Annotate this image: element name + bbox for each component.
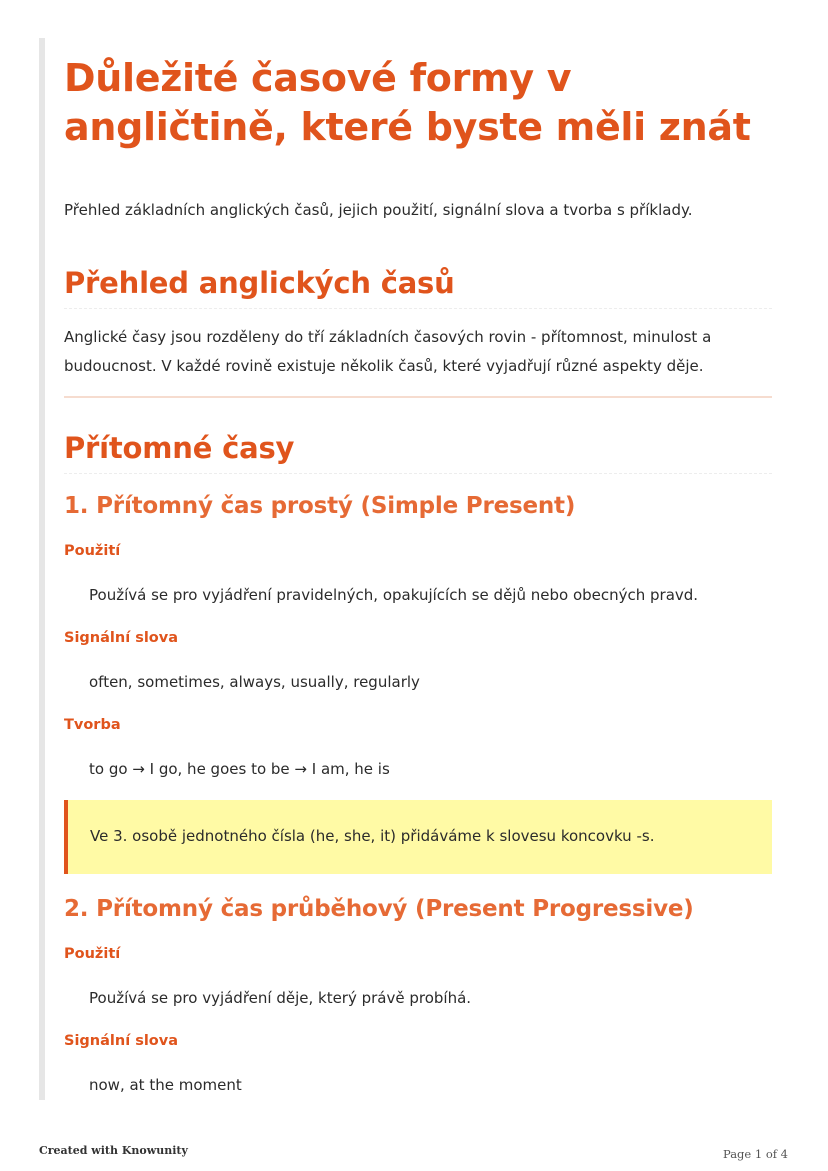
intro-text: Přehled základních anglických časů, jejich použití, signální slova a tvorba s příklady.	[64, 201, 693, 219]
left-accent-bar	[39, 38, 45, 1100]
formation-text: to go → I go, he goes to be → I am, he is	[89, 760, 390, 778]
formation-label: Tvorba	[64, 717, 121, 733]
section-divider	[64, 396, 772, 398]
signal-words-label: Signální slova	[64, 630, 179, 646]
present-heading-wrap	[64, 429, 772, 474]
usage-text: Používá se pro vyjádření děje, který právě probíhá.	[89, 989, 472, 1007]
present-tenses-heading: Přítomné časy	[64, 431, 295, 465]
overview-heading: Přehled anglických časů	[64, 266, 455, 300]
signal-words-label: Signální slova	[64, 1033, 179, 1049]
highlight-note	[64, 800, 772, 874]
simple-present-heading: 1. Přítomný čas prostý (Simple Present)	[64, 493, 576, 519]
present-progressive-heading: 2. Přítomný čas průběhový (Present Progressive)	[64, 896, 694, 922]
overview-text: Anglické časy jsou rozděleny do tří základních časových rovin - přítomnost, minulost a budoucnost. V každé rovině existuje několik časů, které vyjadřují různé aspekty děje.	[64, 328, 712, 375]
note-text: Ve 3. osobě jednotného čísla (he, she, it) přidáváme k slovesu koncovku -s.	[90, 827, 655, 845]
page-title: Důležité časové formy v angličtině, které byste měli znát	[64, 56, 751, 149]
created-with-footer: Created with Knowunity	[39, 1144, 188, 1157]
usage-text: Používá se pro vyjádření pravidelných, opakujících se dějů nebo obecných pravd.	[89, 586, 699, 604]
overview-heading-wrap	[64, 264, 772, 309]
usage-label: Použití	[64, 946, 121, 962]
signal-words-text: often, sometimes, always, usually, regularly	[89, 673, 420, 691]
page-number: Page 1 of 4	[722, 1147, 788, 1161]
usage-label: Použití	[64, 543, 121, 559]
signal-words-text: now, at the moment	[89, 1076, 242, 1094]
document-body	[64, 54, 772, 1094]
